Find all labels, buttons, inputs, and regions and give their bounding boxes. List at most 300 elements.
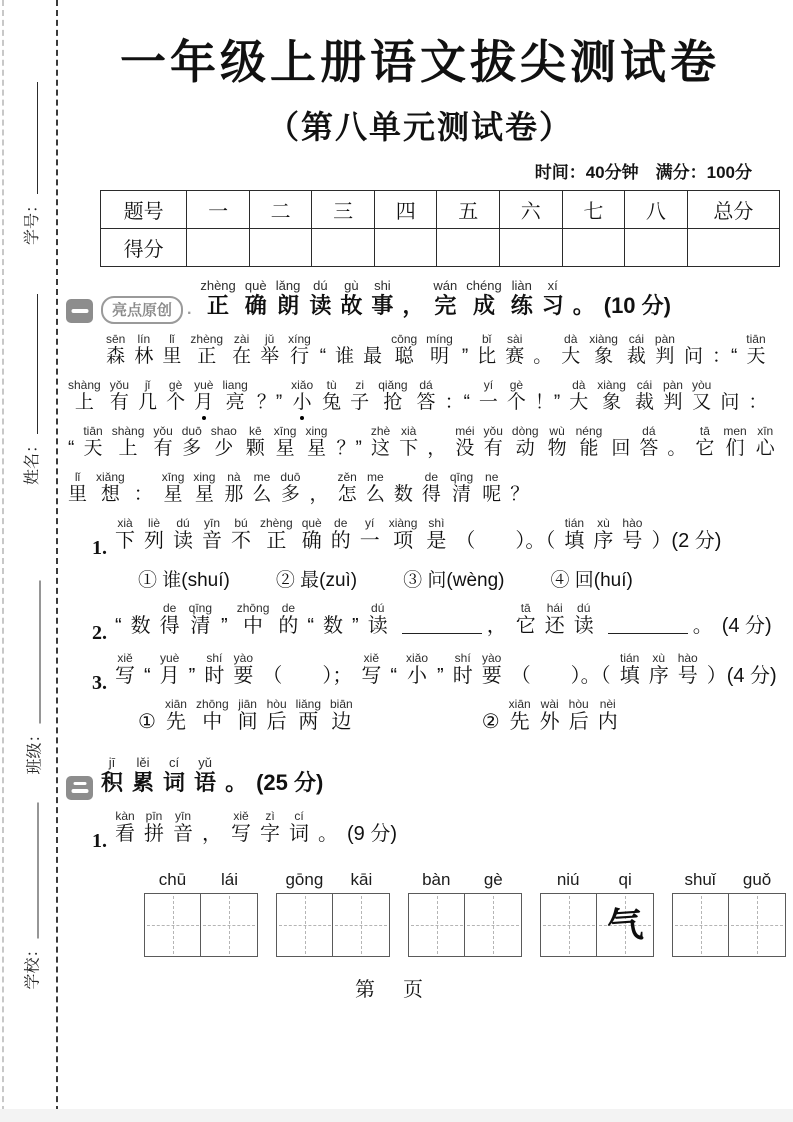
character: 序 — [593, 530, 614, 552]
time-score-info: 时间：40分钟 满分：100分 — [534, 163, 752, 182]
character: 裁 — [626, 346, 646, 367]
character: 问 — [720, 392, 740, 413]
character: 答 — [416, 392, 436, 413]
question-1-text — [115, 517, 730, 563]
character: 号 — [622, 530, 643, 552]
character: 。 — [692, 615, 713, 637]
question-1-options — [138, 565, 780, 592]
character: 清 — [188, 615, 213, 637]
footer-prefix: 第 — [355, 979, 377, 1001]
field-grid-box[interactable] — [332, 893, 390, 957]
character: 列 — [144, 530, 164, 552]
score-entry-cell[interactable] — [374, 229, 437, 267]
character: 确 — [301, 530, 322, 552]
field-grid-box[interactable] — [540, 893, 598, 957]
character: （ ）； — [262, 665, 353, 687]
character: 赛 — [505, 346, 525, 367]
character: ）(2 分) — [651, 530, 722, 552]
pinyin-hanzi-line: “ 数 得de清qīng” 中zhōng的de“ 数 ” 读dú， 它tā还hái读dú。 (4 分) — [115, 601, 772, 637]
paper-title: 一年级上册语文拔尖测试卷 — [120, 36, 720, 88]
character: 还 — [544, 615, 565, 637]
margin-label-student-number — [16, 73, 44, 245]
character: 成 — [466, 293, 502, 318]
score-entry-cell[interactable] — [625, 229, 688, 267]
emphasized-character: 月 — [194, 392, 214, 413]
field-grid-box[interactable] — [596, 893, 654, 957]
question-3-row — [92, 652, 780, 698]
grid-pinyin: kāi — [350, 870, 373, 889]
character: 星 — [305, 438, 328, 459]
character: 聪 — [391, 346, 418, 367]
pinyin-hanzi-line: ① 先xiān中zhōng间jiān后hòu两liǎng边biān — [138, 697, 353, 733]
character: 天 — [746, 346, 766, 367]
question-3-number: 3. — [92, 672, 107, 694]
question-1-option: ④ 回(huí) — [550, 570, 633, 591]
character: 举 — [260, 346, 280, 367]
section2-heading-text — [101, 756, 332, 806]
character: 星 — [161, 484, 185, 505]
character: 它 — [515, 615, 536, 637]
character: 有 — [483, 438, 503, 459]
character: 抢 — [378, 392, 408, 413]
name-blank-line[interactable] — [23, 294, 38, 434]
grid-pinyin-row — [540, 870, 654, 890]
character: 判 — [654, 346, 675, 367]
character: 要 — [481, 665, 502, 687]
pinyin-hanzi-line: 正zhèng确què朗lǎng读dú故gù事shi， 完wán成chéng练liàn习xí。 (10 分) — [200, 278, 671, 318]
character: “ — [390, 665, 398, 687]
character: 这 — [370, 438, 391, 459]
character: 数 — [393, 484, 413, 505]
character: (9 分) — [347, 823, 397, 845]
character: 回 — [611, 438, 631, 459]
emphasized-character: 小 — [291, 392, 314, 413]
score-entry-cell[interactable] — [562, 229, 625, 267]
character: 边 — [330, 711, 353, 733]
field-grid-box[interactable] — [728, 893, 786, 957]
character: 音 — [202, 530, 222, 552]
character: 读 — [573, 615, 594, 637]
character: 心 — [755, 438, 775, 459]
field-grid-box[interactable] — [144, 893, 202, 957]
writing-grid-pair — [672, 870, 786, 957]
story-text — [68, 333, 780, 504]
score-entry-cell[interactable] — [437, 229, 500, 267]
character: 事 — [371, 293, 394, 318]
grid-boxes — [276, 893, 390, 957]
character: 星 — [193, 484, 216, 505]
character: 几 — [138, 392, 158, 413]
question-1-number: 1. — [92, 537, 107, 559]
pinyin-hanzi-line: 写xiě“ 月yuè” 时shí要yào（ ）； 写xiě“ 小xiǎo” 时shí要yào（ ）。（ 填tián序xù号hào）(4 分) — [115, 651, 777, 687]
character: 一 — [478, 392, 498, 413]
character: 字 — [260, 823, 280, 845]
character: 多 — [181, 438, 202, 459]
grid-pinyin: niú — [556, 870, 580, 889]
pinyin-hanzi-line: ② 先xiān外wài后hòu内nèi — [481, 697, 618, 733]
character: 们 — [723, 438, 747, 459]
character: 行 — [288, 346, 311, 367]
character: 个 — [166, 392, 186, 413]
character: ” — [461, 346, 469, 367]
character: 词 — [163, 770, 186, 795]
character: 最 — [363, 346, 383, 367]
character: 少 — [210, 438, 237, 459]
handwritten-character: 气 — [605, 903, 645, 947]
score-table-header-cell: 四 — [374, 191, 437, 229]
score-table-header-cell: 二 — [249, 191, 312, 229]
character: ” — [188, 665, 196, 687]
score-entry-cell[interactable] — [249, 229, 312, 267]
character: ！” — [534, 392, 561, 413]
character: 颗 — [245, 438, 265, 459]
character: 里 — [162, 346, 182, 367]
score-table-header-cell: 三 — [312, 191, 375, 229]
section-two-marker-icon — [66, 776, 93, 800]
grid-pinyin: guǒ — [742, 870, 772, 889]
margin-label-school — [17, 793, 45, 990]
writing-grid-row — [144, 870, 786, 957]
character: 有 — [109, 392, 130, 413]
score-table-header-cell: 七 — [562, 191, 625, 229]
score-table-header-label: 题号 — [101, 191, 187, 229]
character: 后 — [266, 711, 287, 733]
grid-pinyin: shuǐ — [684, 870, 716, 889]
character: 。 — [533, 346, 553, 367]
highlight-original-badge: 亮点原创 — [101, 296, 183, 324]
grid-pinyin: qi — [618, 870, 632, 889]
score-table — [100, 190, 780, 267]
grid-pinyin-row — [408, 870, 522, 890]
grid-horizontal-dash — [731, 925, 783, 926]
character: 外 — [539, 711, 560, 733]
grid-horizontal-dash — [411, 925, 463, 926]
character: 读 — [309, 293, 332, 318]
character: 数 — [130, 615, 151, 637]
character: 两 — [295, 711, 321, 733]
school-blank-line[interactable] — [23, 802, 38, 938]
character: 项 — [388, 530, 418, 552]
character: 下 — [399, 438, 419, 459]
character: 没 — [455, 438, 475, 459]
character: 答 — [639, 438, 659, 459]
score-entry-cell[interactable] — [187, 229, 250, 267]
school-label: 学校： — [24, 941, 41, 990]
character: 。 — [572, 293, 595, 318]
character: 上 — [111, 438, 145, 459]
score-table-score-row — [101, 229, 780, 267]
character: 积 — [101, 770, 124, 795]
character: 。 — [667, 438, 687, 459]
grid-horizontal-dash — [203, 925, 255, 926]
character: 在 — [232, 346, 252, 367]
character: 的 — [330, 530, 351, 552]
character: 物 — [547, 438, 567, 459]
score-table-header-cell: 六 — [500, 191, 563, 229]
character: 数 — [323, 615, 344, 637]
character: 写 — [115, 665, 135, 687]
character: 象 — [589, 346, 618, 367]
character: 正 — [200, 293, 236, 318]
writing-grid-pair — [408, 870, 522, 957]
class-label: 班级： — [26, 726, 43, 775]
character: ：“ — [444, 392, 470, 413]
grid-horizontal-dash — [675, 925, 727, 926]
pinyin-hanzi-line: “ 天tiān上shàng有yǒu多duō少shao颗kē星xīng星xing？” 这zhè下xià， 没méi有yǒu动dòng物wù能néng回 答dá。 它tā们men心xīn — [68, 424, 775, 459]
score-row-label: 得分 — [101, 229, 187, 267]
margin-label-class — [19, 570, 47, 775]
character: 子 — [350, 392, 370, 413]
character: （ ）。（ — [510, 665, 611, 687]
character: 兔 — [322, 392, 342, 413]
character: 么 — [252, 484, 272, 505]
section2-question-1-number: 1. — [92, 830, 107, 852]
character: 呢 — [482, 484, 502, 505]
character: 一 — [359, 530, 380, 552]
character: 个 — [506, 392, 526, 413]
section2-question-1-row — [92, 810, 780, 856]
character: 序 — [648, 665, 669, 687]
character: 朗 — [275, 293, 301, 318]
character: “ — [319, 346, 327, 367]
score-table-header-cell: 八 — [625, 191, 688, 229]
character: 象 — [597, 392, 626, 413]
character: 里 — [68, 484, 88, 505]
question-1-option: ③ 问(wèng) — [403, 570, 505, 591]
grid-horizontal-dash — [147, 925, 199, 926]
character: 。 — [225, 770, 248, 795]
field-grid-box[interactable] — [672, 893, 730, 957]
character: 想 — [96, 484, 125, 505]
grid-pinyin: gè — [483, 870, 503, 889]
character: 语 — [194, 770, 217, 795]
score-table-header-cell: 总分 — [687, 191, 779, 229]
character: 它 — [695, 438, 715, 459]
field-grid-box[interactable] — [464, 893, 522, 957]
character: ① — [138, 711, 156, 733]
character: 读 — [367, 615, 388, 637]
character: ， — [402, 293, 425, 318]
page-footer — [60, 973, 780, 1002]
pinyin-hanzi-line: 里lǐ想xiǎng： 星xīng星xing那nà么me多duō， 怎zěn么me数 得de清qīng呢ne？ — [68, 470, 530, 505]
character: 大 — [561, 346, 581, 367]
character: 小 — [406, 665, 429, 687]
character: 写 — [361, 665, 382, 687]
character: 上 — [68, 392, 101, 413]
question-2-text — [115, 602, 781, 648]
character: 多 — [280, 484, 301, 505]
character: 故 — [340, 293, 363, 318]
grid-pinyin-row — [276, 870, 390, 890]
character: 写 — [231, 823, 251, 845]
character: 习 — [541, 293, 564, 318]
character: ： — [748, 392, 768, 413]
character: 填 — [564, 530, 585, 552]
name-label: 姓名： — [23, 436, 41, 485]
character: 先 — [508, 711, 531, 733]
character: ” — [352, 615, 359, 637]
character: ？” — [256, 392, 283, 413]
character: ② — [481, 711, 500, 733]
character: 先 — [164, 711, 187, 733]
grid-boxes — [672, 893, 786, 957]
character: 的 — [278, 615, 299, 637]
character: 练 — [510, 293, 533, 318]
character: “ — [307, 615, 315, 637]
question-3-text — [115, 652, 786, 698]
score-entry-cell[interactable] — [500, 229, 563, 267]
question-3-option — [138, 698, 362, 744]
section1-heading-text — [200, 279, 680, 329]
badge-dot-icon: · — [187, 305, 193, 322]
character: 得 — [421, 484, 441, 505]
writing-grid-pair — [144, 870, 258, 957]
character: 中 — [195, 711, 229, 733]
character: 音 — [173, 823, 193, 845]
question-1-option: ① 谁(shuí) — [138, 570, 230, 591]
character: ， — [309, 484, 329, 505]
character: (25 分) — [256, 770, 324, 795]
grid-boxes — [408, 893, 522, 957]
character: 号 — [677, 665, 698, 687]
pinyin-hanzi-line: 下xià列liè读dú音yīn不bú正zhèng确què的de一yí项xiàng是shì（ ）。（ 填tián序xù号hào）(2 分) — [115, 516, 722, 552]
character: 大 — [569, 392, 589, 413]
grid-horizontal-dash — [467, 925, 519, 926]
character: （ ）。（ — [455, 530, 556, 552]
character: “ — [115, 615, 122, 637]
grid-pinyin: bàn — [422, 870, 451, 889]
grid-boxes — [144, 893, 258, 957]
answer-blank[interactable] — [402, 613, 482, 634]
score-entry-cell[interactable] — [312, 229, 375, 267]
score-table-header-cell: 一 — [187, 191, 250, 229]
character: 么 — [365, 484, 385, 505]
pinyin-hanzi-line: 看kàn拼pīn音yīn， 写xiě字zì词cí。 (9 分) — [115, 809, 397, 845]
pinyin-hanzi-line: 积jī累lěi词cí语yǔ。 (25 分) — [101, 755, 324, 795]
character: 动 — [511, 438, 539, 459]
grid-boxes — [540, 893, 654, 957]
character: “ — [68, 438, 75, 459]
character: 怎 — [337, 484, 357, 505]
character: ： — [133, 484, 153, 505]
character: 森 — [106, 346, 126, 367]
character: 判 — [662, 392, 683, 413]
character: 下 — [115, 530, 135, 552]
character: 后 — [568, 711, 589, 733]
character: “ — [144, 665, 151, 687]
character: 裁 — [634, 392, 654, 413]
character: 比 — [477, 346, 497, 367]
grid-horizontal-dash — [279, 925, 331, 926]
grid-pinyin-row — [144, 870, 258, 890]
character: 得 — [159, 615, 180, 637]
scan-bottom-strip — [0, 1109, 793, 1122]
character: 要 — [233, 665, 254, 687]
section2-header — [66, 756, 780, 806]
character: ）(4 分) — [706, 665, 777, 687]
character: ” — [221, 615, 228, 637]
section-one-marker-icon — [66, 299, 93, 323]
field-grid-box[interactable] — [408, 893, 466, 957]
question-2-row — [92, 602, 780, 648]
character: 时 — [452, 665, 473, 687]
pinyin-hanzi-line: 上shàng有yǒu几jǐ个gè月yuè亮liang？” 小xiǎo兔tù子zi抢qiǎng答dá：“ 一yí个gè！” 大dà象xiàng裁cái判pàn又yòu问 ： — [68, 378, 768, 413]
character: 间 — [237, 711, 258, 733]
grid-horizontal-dash — [335, 925, 387, 926]
grid-pinyin: lái — [220, 870, 238, 889]
character: ， — [486, 615, 507, 637]
writing-grid-pair — [540, 870, 654, 957]
class-blank-line[interactable] — [25, 580, 40, 723]
character: 时 — [204, 665, 225, 687]
field-grid-box[interactable] — [200, 893, 258, 957]
question-3-option — [482, 698, 627, 744]
character: 词 — [289, 823, 309, 845]
character: 清 — [449, 484, 474, 505]
character: 正 — [260, 530, 293, 552]
grid-pinyin-row — [672, 870, 786, 890]
page-edge-dashed-line — [2, 0, 4, 1122]
character: (10 分) — [603, 293, 671, 318]
character: 又 — [691, 392, 712, 413]
footer-suffix: 页 — [403, 979, 425, 1001]
character: 问 — [683, 346, 703, 367]
character: 明 — [426, 346, 453, 367]
character: 读 — [173, 530, 193, 552]
character: 能 — [575, 438, 603, 459]
character: ：“ — [711, 346, 738, 367]
section1-header — [66, 279, 780, 329]
question-2-number: 2. — [92, 622, 107, 644]
paper-subtitle: （第八单元测试卷） — [266, 109, 573, 145]
question-1-option: ② 最(zuì) — [275, 570, 358, 591]
grid-horizontal-dash — [543, 925, 595, 926]
character: ， — [427, 438, 447, 459]
character: 有 — [153, 438, 173, 459]
pinyin-hanzi-line: 森sēn林lín里lǐ正zhèng在zài举jǔ行xíng“ 谁 最 聪cōng明míng” 比bǐ赛sài。 大dà象xiàng裁cái判pàn问 ：“ 天tiān — [106, 332, 766, 367]
writing-grid-pair — [276, 870, 390, 957]
character: 完 — [433, 293, 458, 318]
character: 那 — [224, 484, 244, 505]
character: ？” — [336, 438, 362, 459]
character: 填 — [619, 665, 640, 687]
character: 累 — [132, 770, 155, 795]
character: 是 — [426, 530, 447, 552]
student-number-blank-line[interactable] — [23, 82, 38, 194]
character: 林 — [134, 346, 154, 367]
character: 不 — [231, 530, 251, 552]
score-table-header-row — [101, 191, 780, 229]
answer-blank[interactable] — [608, 613, 688, 634]
section2-question-1-text — [115, 810, 406, 856]
character: 看 — [115, 823, 135, 845]
score-entry-cell[interactable] — [687, 229, 779, 267]
character: ” — [437, 665, 444, 687]
character: 星 — [273, 438, 297, 459]
score-table-header-cell: 五 — [437, 191, 500, 229]
character: 拼 — [144, 823, 164, 845]
question-3-options — [138, 698, 780, 744]
student-number-label: 学号： — [23, 196, 41, 245]
grid-pinyin: chū — [158, 870, 187, 889]
character: 月 — [159, 665, 180, 687]
character: 天 — [83, 438, 103, 459]
character: 亮 — [222, 392, 248, 413]
character: (4 分) — [721, 615, 772, 637]
margin-label-name — [16, 273, 44, 485]
character: 内 — [597, 711, 618, 733]
field-grid-box[interactable] — [276, 893, 334, 957]
